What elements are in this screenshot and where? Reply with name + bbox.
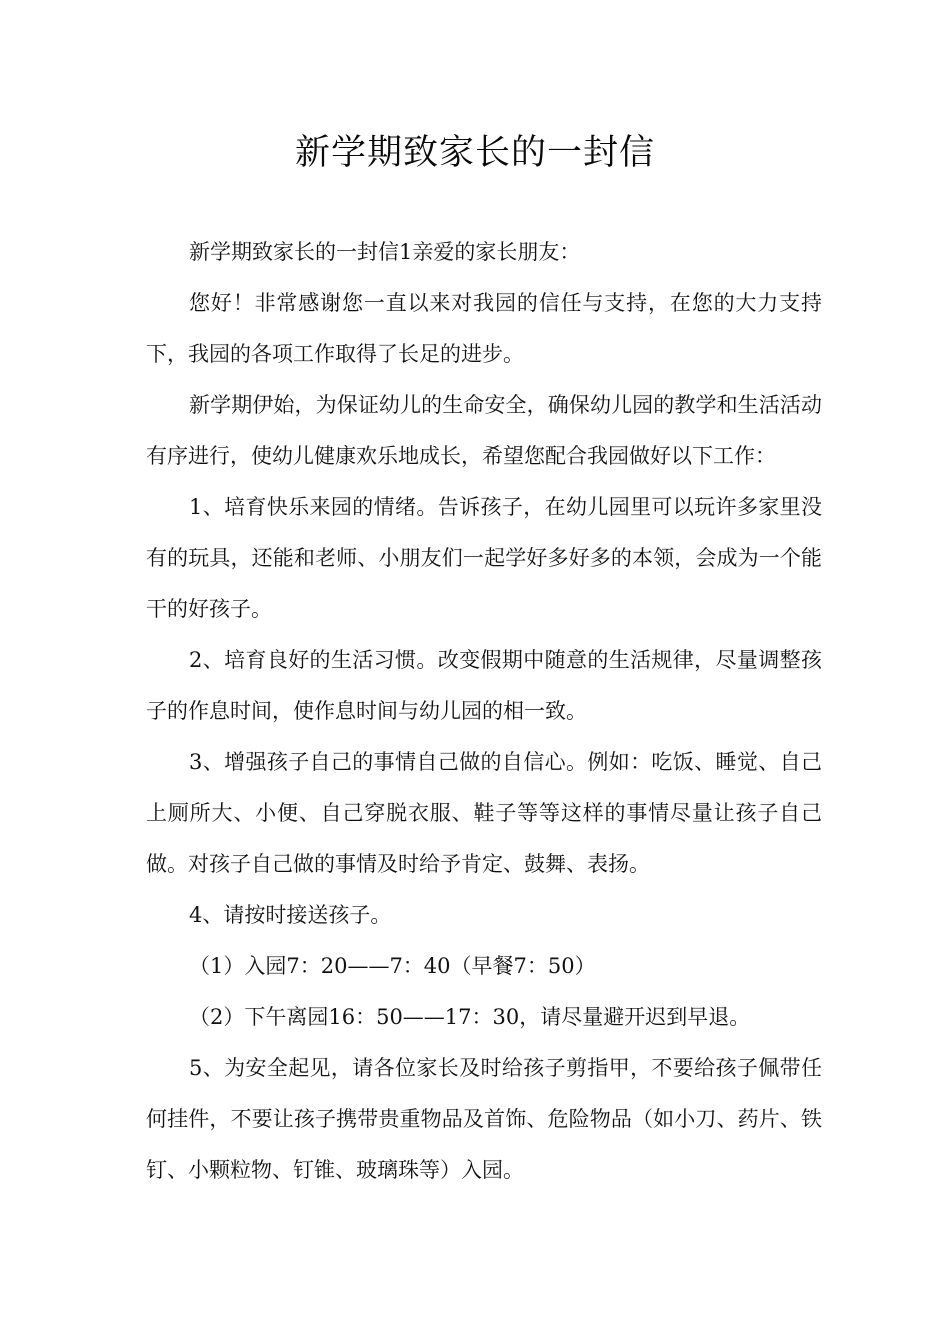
item-4-paragraph: 4、请按时接送孩子。 (189, 903, 392, 927)
item-2-paragraph: 2、培育良好的生活习惯。改变假期中随意的生活规律，尽量调整孩子的作息时间，使作息时间与幼儿园的相一致。 (146, 648, 822, 723)
item-3-paragraph: 3、增强孩子自己的事情自己做的自信心。例如：吃饭、睡觉、自己上厕所大、小便、自己穿脱衣服、鞋子等等这样的事情尽量让孩子自己做。对孩子自己做的事情及时给予肯定、鼓舞、表扬。 (146, 750, 822, 876)
arrival-time-line: （1）入园7：20——7：40（早餐7：50） (189, 954, 596, 978)
greeting-line: 新学期致家长的一封信1亲爱的家长朋友： (189, 240, 581, 264)
document-title: 新学期致家长的一封信 (294, 133, 655, 173)
departure-time-line: （2）下午离园16：50——17：30，请尽量避开迟到早退。 (189, 1005, 751, 1029)
intro-paragraph: 新学期伊始，为保证幼儿的生命安全，确保幼儿园的教学和生活活动有序进行，使幼儿健康欢乐地成长，希望您配合我园做好以下工作： (146, 393, 822, 468)
item-1-paragraph: 1、培育快乐来园的情绪。告诉孩子，在幼儿园里可以玩许多家里没有的玩具，还能和老师、小朋友们一起学好多好多的本领，会成为一个能干的好孩子。 (146, 495, 822, 621)
letter-body (146, 227, 822, 1196)
item-5-paragraph: 5、为安全起见，请各位家长及时给孩子剪指甲，不要给孩子佩带任何挂件，不要让孩子携带贵重物品及首饰、危险物品（如小刀、药片、铁钉、小颗粒物、钉锥、玻璃珠等）入园。 (146, 1056, 822, 1182)
thanks-paragraph: 您好！非常感谢您一直以来对我园的信任与支持，在您的大力支持下，我园的各项工作取得了长足的进步。 (146, 291, 822, 366)
